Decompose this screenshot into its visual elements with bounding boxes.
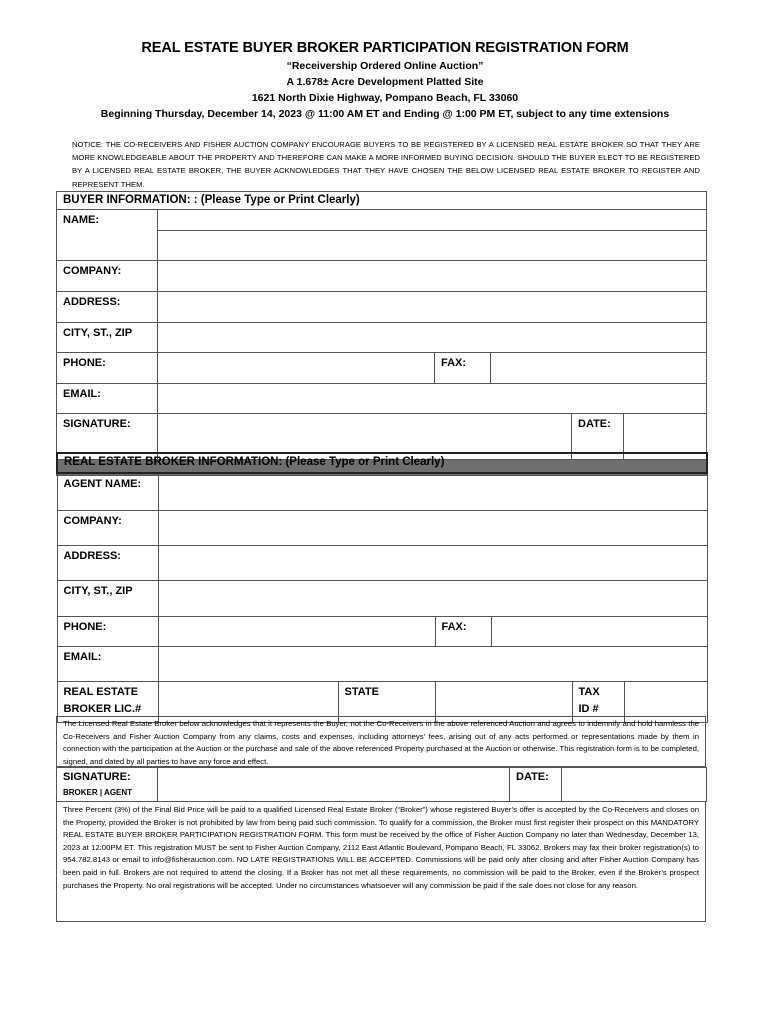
broker-phone-field[interactable] bbox=[158, 616, 435, 646]
buyer-info-table bbox=[56, 191, 707, 476]
buyer-city-field[interactable] bbox=[158, 322, 707, 352]
buyer-fax-field[interactable] bbox=[491, 352, 707, 383]
property-description: A 1.678± Acre Development Platted Site bbox=[286, 76, 484, 88]
auction-name: “Receivership Ordered Online Auction” bbox=[286, 60, 484, 72]
broker-email-label: EMAIL: bbox=[57, 646, 158, 681]
form-title: REAL ESTATE BUYER BROKER PARTICIPATION REGISTRATION FORM bbox=[141, 40, 629, 56]
buyer-city-label: CITY, ST., ZIP bbox=[57, 322, 158, 352]
buyer-name-label-spacer bbox=[57, 230, 158, 260]
buyer-section-heading: BUYER INFORMATION: : (Please Type or Print Clearly) bbox=[57, 192, 707, 210]
broker-city-label: CITY, ST., ZIP bbox=[57, 580, 158, 616]
buyer-company-field[interactable] bbox=[158, 260, 707, 291]
notice-text: NOTICE: THE CO-RECEIVERS AND FISHER AUCTION COMPANY ENCOURAGE BUYERS TO BE REGISTERED BY A LICENSED REAL ESTATE BROKER SO THAT THEY ARE MORE KNOWLEDGEABLE ABOUT THE PROPERTY AND THEREFORE CAN MAKE A MORE INFORMED BUYING DECISION. SHOULD THE BUYER ELECT TO BE REGISTERED BY A LICENSED REAL ESTATE BROKER, THE BUYER ACKNOWLEDGES THAT THEY HAVE CHOSEN THE BELOW LICENSED REAL ESTATE BROKER TO REGISTER AND REPRESENT THEM. bbox=[72, 140, 700, 189]
auction-dates: Beginning Thursday, December 14, 2023 @ 11:00 AM ET and Ending @ 1:00 PM ET, subject to any time extensions bbox=[100, 108, 670, 120]
buyer-address-field[interactable] bbox=[158, 291, 707, 322]
buyer-phone-label: PHONE: bbox=[57, 352, 158, 383]
buyer-email-label: EMAIL: bbox=[57, 383, 158, 413]
broker-address-field[interactable] bbox=[158, 545, 707, 580]
broker-email-field[interactable] bbox=[158, 646, 707, 681]
form-header bbox=[0, 38, 770, 122]
broker-signature-field[interactable] bbox=[158, 768, 510, 802]
buyer-email-field[interactable] bbox=[158, 383, 707, 413]
buyer-name-field[interactable] bbox=[158, 210, 707, 231]
broker-taxid-label-line1: TAX bbox=[578, 685, 600, 698]
broker-signature-label-cell bbox=[57, 768, 158, 802]
broker-info-table bbox=[56, 452, 708, 723]
buyer-phone-field[interactable] bbox=[158, 352, 435, 383]
broker-state-label: STATE bbox=[338, 681, 435, 722]
property-address: 1621 North Dixie Highway, Pompano Beach, FL 33060 bbox=[251, 92, 519, 104]
broker-taxid-label-line2: ID # bbox=[578, 702, 599, 715]
commission-terms: Three Percent (3%) of the Final Bid Price will be paid to a qualified Licensed Real Estate Broker (“Broker”) whose registered Buyer’s offer is accepted by the Co-Receivers and closes on the Property, provided the Broker is not prohibited by law from being paid such commission. To qualify for a commission, the Broker must first register their prospect on this MANDATORY REAL ESTATE BUYER BROKER PARTICIPATION REGISTRATION FORM. This form must be received by the office of Fisher Auction Company no later than Wednesday, December 13, 2023 at 12:00PM ET. This registration MUST be sent to Fisher Auction Company, 2112 East Atlantic Boulevard, Pompano Beach, FL 33062. Brokers may fax their broker registration(s) to 954.782.8143 or email to info@fisherauction.com. NO LATE REGISTRATIONS WILL BE ACCEPTED. Commissions will be paid only after closing and after Fisher Auction Company has been paid in full. Brokers are not required to attend the closing. If a Broker has not met all these requirements, no commission will be paid to the Broker, even if the Broker’s prospect purchases the Property. No oral registrations will be accepted. Under no circumstances whatsoever will any commission be paid if the sale does not close for any reason. bbox=[56, 801, 706, 922]
broker-license-label-line1: REAL ESTATE bbox=[63, 685, 139, 698]
broker-agent-label: BROKER | AGENT bbox=[63, 788, 133, 797]
broker-company-label: COMPANY: bbox=[57, 510, 158, 545]
broker-acknowledgement: The Licensed Real Estate Broker below acknowledges that it represents the Buyer, not the Co-Receivers in the above referenced Auction and agrees to indemnify and hold harmless the Co-Receivers and Fisher Auction Company from any claims, costs and expenses, including attorneys’ fees, arising out of any acts performed or representations made by them in connection with the participation at the Auction or the purchase and sale of the above referenced Property purchased at the Auction or otherwise. This registration form is to be completed, signed, and dated by all parties to have any force and effect. bbox=[56, 716, 706, 767]
broker-fax-field[interactable] bbox=[491, 616, 707, 646]
broker-phone-label: PHONE: bbox=[57, 616, 158, 646]
buyer-company-label: COMPANY: bbox=[57, 260, 158, 291]
broker-company-field[interactable] bbox=[158, 510, 707, 545]
broker-city-field[interactable] bbox=[158, 580, 707, 616]
buyer-fax-label: FAX: bbox=[435, 352, 491, 383]
buyer-address-label: ADDRESS: bbox=[57, 291, 158, 322]
broker-address-label: ADDRESS: bbox=[57, 545, 158, 580]
agent-name-label: AGENT NAME: bbox=[57, 473, 158, 510]
buyer-name-label: NAME: bbox=[57, 210, 158, 231]
broker-license-label-line2: BROKER LIC.# bbox=[63, 702, 142, 715]
broker-signature-table bbox=[56, 767, 707, 802]
agent-name-field[interactable] bbox=[158, 473, 707, 510]
broker-signature-label: SIGNATURE: bbox=[63, 771, 131, 783]
broker-date-label: DATE: bbox=[510, 768, 562, 802]
buyer-signature-label: SIGNATURE: bbox=[57, 413, 158, 459]
broker-date-field[interactable] bbox=[562, 768, 707, 802]
broker-section-heading: REAL ESTATE BROKER INFORMATION: (Please Type or Print Clearly) bbox=[57, 453, 707, 473]
broker-fax-label: FAX: bbox=[435, 616, 491, 646]
buyer-date-label: DATE: bbox=[572, 413, 624, 459]
buyer-name-field-lower[interactable] bbox=[158, 230, 707, 260]
